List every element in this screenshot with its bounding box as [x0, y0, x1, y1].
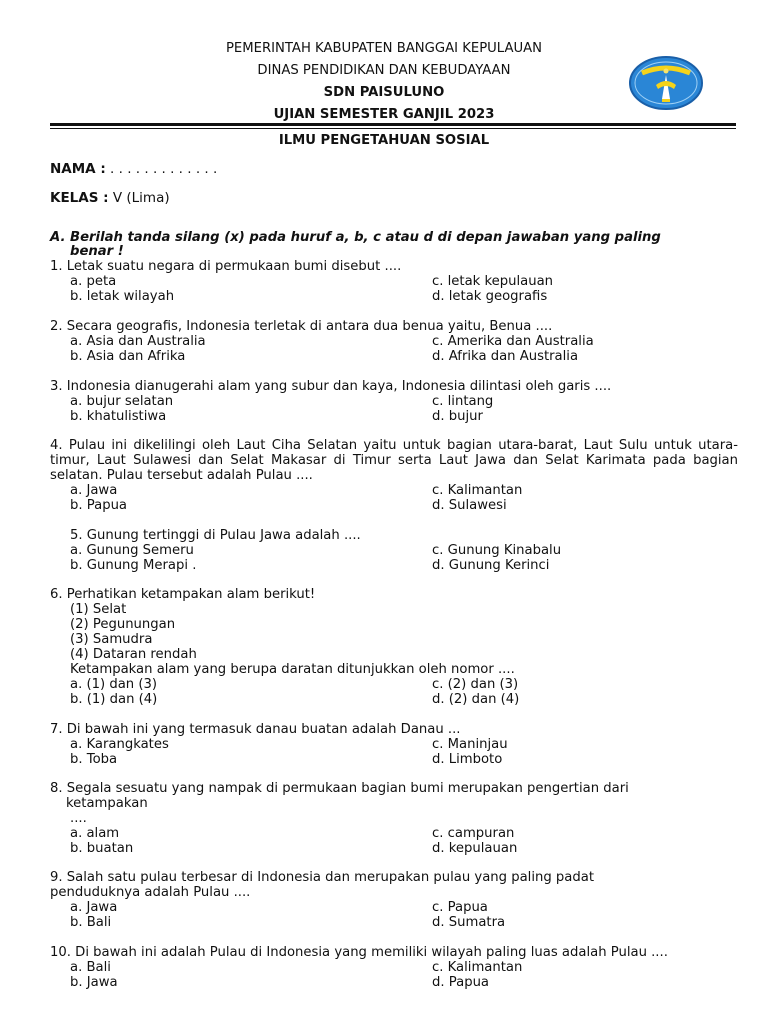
option-c[interactable]: c. campuran	[432, 826, 515, 841]
option-b[interactable]: b. (1) dan (4)	[70, 692, 158, 707]
question-stem: 7. Di bawah ini yang termasuk danau buatan adalah Danau ...	[50, 722, 461, 737]
question-stem: 9. Salah satu pulau terbesar di Indonesia dan merupakan pulau yang paling padat	[50, 870, 595, 885]
question-stem: 10. Di bawah ini adalah Pulau di Indonesia yang memiliki wilayah paling luas adalah Pulau ....	[50, 945, 668, 960]
list-item: (4) Dataran rendah	[70, 647, 197, 662]
question-4	[50, 438, 738, 513]
government-line: PEMERINTAH KABUPATEN BANGGAI KEPULAUAN	[225, 41, 543, 56]
question-1	[50, 259, 738, 304]
option-c[interactable]: c. Maninjau	[432, 737, 508, 752]
instruction	[50, 231, 740, 259]
name-field	[50, 161, 217, 177]
option-d[interactable]: d. (2) dan (4)	[432, 692, 520, 707]
question-stem: 4. Pulau ini dikelilingi oleh Laut Ciha Selatan yaitu untuk bagian utara-barat, Laut Sulu untuk utara- timur, Laut Sulawesi dan Selat Makasar di Timur serta Laut Jawa dan Selat Karimata pada bagian selatan. Pulau tersebut adalah Pulau ....	[50, 438, 738, 483]
option-b[interactable]: b. Papua	[70, 498, 128, 513]
option-d[interactable]: d. kepulauan	[432, 841, 518, 856]
name-label: NAMA :	[50, 161, 106, 177]
option-c[interactable]: c. (2) dan (3)	[432, 677, 519, 692]
question-stem-cont: penduduknya adalah Pulau ....	[50, 885, 251, 900]
question-stem: 2. Secara geografis, Indonesia terletak di antara dua benua yaitu, Benua ....	[50, 319, 553, 334]
option-a[interactable]: a. bujur selatan	[70, 394, 174, 409]
option-a[interactable]: a. Karangkates	[70, 737, 169, 752]
subject-title: ILMU PENGETAHUAN SOSIAL	[278, 133, 490, 148]
list-item: (2) Pegunungan	[70, 617, 176, 632]
class-value: V (Lima)	[108, 190, 170, 206]
question-stem: 3. Indonesia dianugerahi alam yang subur dan kaya, Indonesia dilintasi oleh garis ....	[50, 379, 612, 394]
option-a[interactable]: a. Gunung Semeru	[70, 543, 194, 558]
option-a[interactable]: a. alam	[70, 826, 120, 841]
option-c[interactable]: c. Kalimantan	[432, 483, 523, 498]
answer-options	[50, 826, 738, 856]
class-label: KELAS :	[50, 190, 109, 206]
option-a[interactable]: a. peta	[70, 274, 117, 289]
option-a[interactable]: a. Jawa	[70, 900, 118, 915]
answer-options	[50, 274, 738, 304]
question-stem: 6. Perhatikan ketampakan alam berikut!	[50, 587, 316, 602]
question-stem: 5. Gunung tertinggi di Pulau Jawa adalah ....	[70, 528, 361, 543]
exam-title: UJIAN SEMESTER GANJIL 2023	[273, 107, 495, 122]
question-stem-cont: ketampakan	[66, 796, 148, 811]
option-a[interactable]: a. Asia dan Australia	[70, 334, 206, 349]
option-c[interactable]: c. letak kepulauan	[432, 274, 554, 289]
class-field	[50, 190, 170, 206]
answer-options	[50, 483, 738, 513]
answer-options	[50, 900, 738, 930]
question-7	[50, 722, 738, 767]
option-d[interactable]: d. Afrika dan Australia	[432, 349, 579, 364]
instruction-line-1: A. Berilah tanda silang (x) pada huruf a, b, c atau d di depan jawaban yang paling	[50, 230, 661, 245]
option-b[interactable]: b. Bali	[70, 915, 112, 930]
question-stem: 1. Letak suatu negara di permukaan bumi disebut ....	[50, 259, 402, 274]
answer-options	[50, 394, 738, 424]
option-b[interactable]: b. Toba	[70, 752, 118, 767]
question-stem: 8. Segala sesuatu yang nampak di permukaan bagian bumi merupakan pengertian dari	[50, 781, 629, 796]
option-a[interactable]: a. Bali	[70, 960, 111, 975]
answer-options	[50, 543, 738, 573]
question-6	[50, 587, 738, 707]
option-d[interactable]: d. Gunung Kerinci	[432, 558, 550, 573]
option-d[interactable]: d. Sulawesi	[432, 498, 507, 513]
option-b[interactable]: b. khatulistiwa	[70, 409, 167, 424]
option-b[interactable]: b. Gunung Merapi .	[70, 558, 197, 573]
option-c[interactable]: c. lintang	[432, 394, 494, 409]
instruction-line-2: benar !	[70, 244, 124, 259]
option-d[interactable]: d. Papua	[432, 975, 490, 990]
department-line: DINAS PENDIDIKAN DAN KEBUDAYAAN	[257, 63, 511, 78]
school-name: SDN PAISULUNO	[323, 85, 445, 100]
question-9	[50, 870, 738, 930]
list-item: (1) Selat	[70, 602, 127, 617]
answer-options	[50, 737, 738, 767]
header-rule-thick	[50, 123, 736, 126]
option-a[interactable]: a. (1) dan (3)	[70, 677, 158, 692]
option-d[interactable]: d. letak geografis	[432, 289, 548, 304]
question-8	[50, 781, 738, 856]
option-d[interactable]: d. Limboto	[432, 752, 503, 767]
name-value: . . . . . . . . . . . . .	[105, 161, 218, 177]
question-stem-ellipsis: ....	[70, 811, 87, 826]
option-c[interactable]: c. Kalimantan	[432, 960, 523, 975]
option-c[interactable]: c. Gunung Kinabalu	[432, 543, 562, 558]
option-b[interactable]: b. Jawa	[70, 975, 118, 990]
option-a[interactable]: a. Jawa	[70, 483, 118, 498]
question-2	[50, 319, 738, 364]
option-c[interactable]: c. Papua	[432, 900, 488, 915]
question-5	[50, 528, 738, 573]
question-3	[50, 379, 738, 424]
option-b[interactable]: b. buatan	[70, 841, 134, 856]
option-d[interactable]: d. Sumatra	[432, 915, 506, 930]
tut-wuri-handayani-logo	[628, 55, 704, 111]
header-rule-thin	[50, 128, 736, 129]
question-prompt: Ketampakan alam yang berupa daratan ditunjukkan oleh nomor ....	[70, 662, 515, 677]
option-c[interactable]: c. Amerika dan Australia	[432, 334, 594, 349]
option-b[interactable]: b. Asia dan Afrika	[70, 349, 186, 364]
answer-options	[50, 677, 738, 707]
answer-options	[50, 960, 738, 990]
option-b[interactable]: b. letak wilayah	[70, 289, 175, 304]
answer-options	[50, 334, 738, 364]
question-10	[50, 945, 738, 990]
list-item: (3) Samudra	[70, 632, 153, 647]
option-d[interactable]: d. bujur	[432, 409, 483, 424]
